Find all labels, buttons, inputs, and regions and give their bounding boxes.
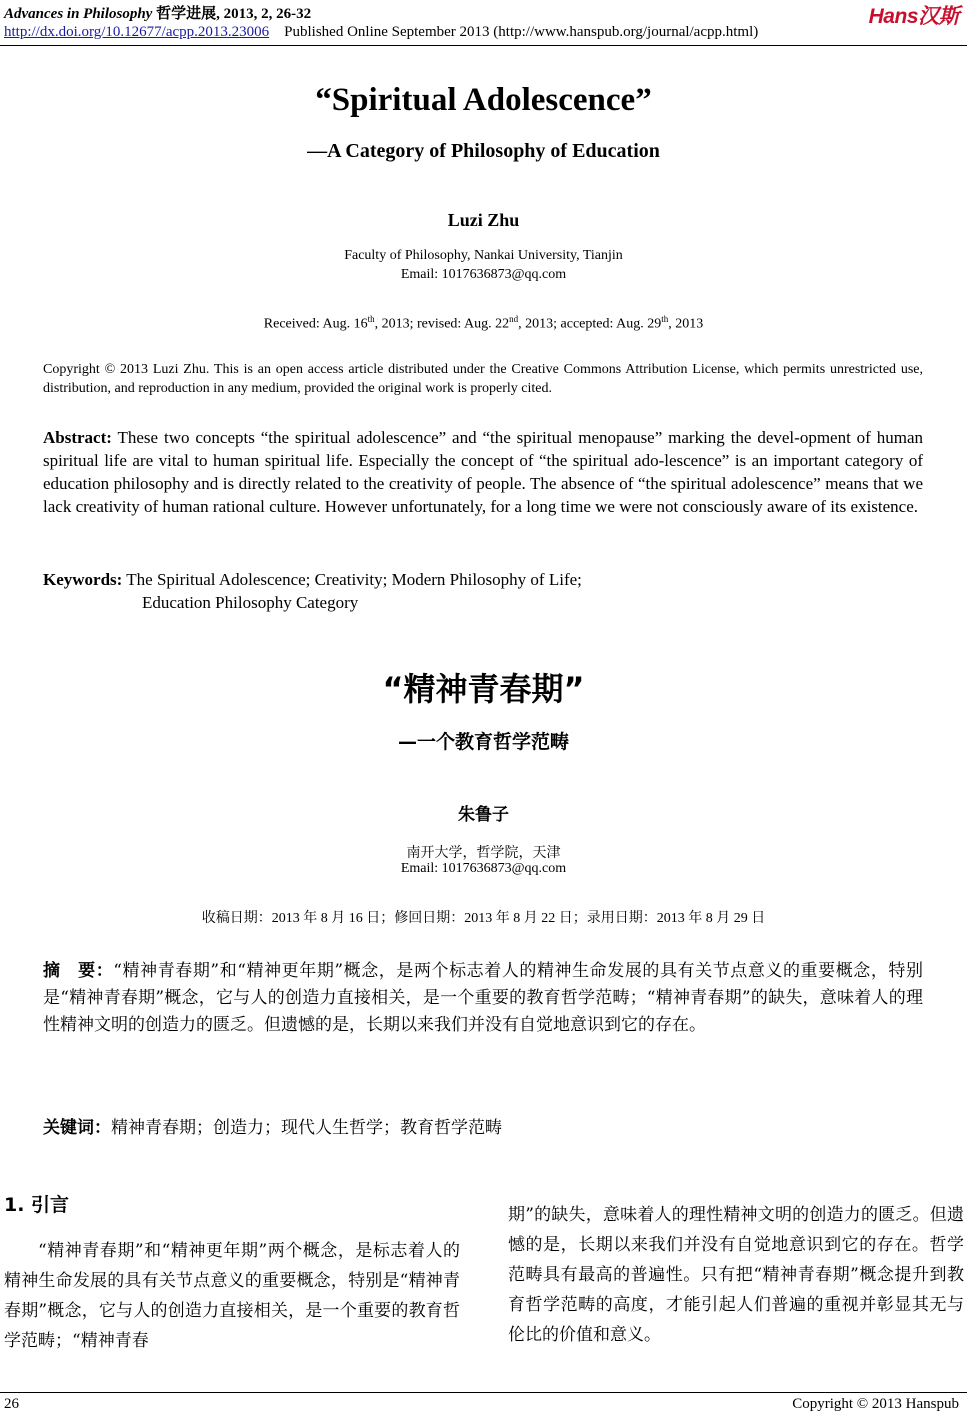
journal-name: Advances in Philosophy	[4, 6, 153, 22]
section-heading-intro: 1. 引言	[4, 1194, 70, 1216]
author-en: Luzi Zhu	[447, 210, 520, 230]
published-online: Published Online September 2013 (http://www.hanspub.org/journal/acpp.html)	[284, 24, 759, 40]
keywords-en	[43, 568, 923, 614]
footer-copyright: Copyright © 2013 Hanspub	[792, 1396, 959, 1412]
subtitle-zh: —一个教育哲学范畴	[397, 731, 569, 753]
keywords-zh	[43, 1113, 923, 1138]
body-column-left	[4, 1236, 460, 1356]
title-en: “Spiritual Adolescence”	[315, 82, 652, 118]
abstract-zh-text: “精神青春期”和“精神更年期”概念，是两个标志着人的精神生命发展的具有关节点意义的重要概念，特别是“精神青春期”概念，它与人的创造力直接相关，是一个重要的教育哲学范畴；“精神青春期”的缺失，意味着人的理性精神文明的创造力的匮乏。但遗憾的是，长期以来我们并没有自觉地意识到它的存在。	[43, 961, 924, 1035]
keywords-line2: Education Philosophy Category	[142, 593, 359, 612]
keywords-line1: The Spiritual Adolescence; Creativity; Modern Philosophy of Life;	[122, 570, 582, 589]
body-paragraph-continued: 期”的缺失，意味着人的理性精神文明的创造力的匮乏。但遗憾的是，长期以来我们并没有自觉地意识到它的存在。哲学范畴具有最高的普遍性。只有把“精神青春期”概念提升到教育哲学范畴的高度，才能引起人们普遍的重视并彰显其无与伦比的价值和意义。	[508, 1205, 964, 1345]
abstract-text: These two concepts “the spiritual adolescence” and “the spiritual menopause” marking the devel-opment of human spiritual life are vital to human spiritual life. Especially the concept of “the spiritual ado-lescence” is an important category of education philosophy and is directly related to the creativity of people. The absence of “the spiritual adolescence” means that we lack creativity of human rational culture. However unfortunately, for a long time we were not consciously aware of its existence.	[43, 428, 923, 516]
abstract-label: Abstract:	[43, 428, 112, 447]
email-en: Email: 1017636873@qq.com	[400, 267, 567, 282]
header-divider	[0, 45, 967, 46]
dates-zh: 收稿日期：2013 年 8 月 16 日；修回日期：2013 年 8 月 22 日；录用日期：2013 年 8 月 29 日	[201, 911, 766, 926]
title-zh: “精神青春期”	[382, 670, 585, 708]
affiliation-zh: 南开大学，哲学院，天津	[406, 846, 561, 861]
subtitle-en: —A Category of Philosophy of Education	[307, 140, 660, 162]
abstract-en	[43, 426, 923, 518]
journal-citation: , 2013, 2, 26-32	[216, 6, 312, 22]
page-number: 26	[4, 1396, 19, 1412]
body-column-right	[508, 1200, 964, 1350]
doi-link[interactable]: http://dx.doi.org/10.12677/acpp.2013.23006	[4, 24, 270, 40]
dates-en: Received: Aug. 16th, 2013; revised: Aug. 22nd, 2013; accepted: Aug. 29th, 2013	[263, 314, 704, 332]
copyright-notice: Copyright © 2013 Luzi Zhu. This is an open access article distributed under the Creative Commons Attribution License, which permits unrestricted use, distribution, and reproduction in any medium, provided the original work is properly cited.	[43, 362, 923, 396]
journal-name-zh: 哲学进展	[156, 6, 217, 22]
publication-info	[4, 24, 758, 41]
body-paragraph: “精神青春期”和“精神更年期”两个概念，是标志着人的精神生命发展的具有关节点意义的重要概念，特别是“精神青春期”概念，它与人的创造力直接相关，是一个重要的教育哲学范畴；“精神青春	[4, 1241, 460, 1351]
keywords-zh-text: 精神青春期；创造力；现代人生哲学；教育哲学范畴	[111, 1118, 502, 1138]
keywords-label: Keywords:	[43, 570, 123, 589]
affiliation-en: Faculty of Philosophy, Nankai University, Tianjin	[344, 248, 623, 263]
abstract-zh-label: 摘 要：	[43, 961, 114, 981]
footer-divider	[0, 1392, 967, 1393]
author-zh: 朱鲁子	[458, 805, 509, 825]
publisher-logo: Hans汉斯	[868, 5, 959, 28]
email-zh: Email: 1017636873@qq.com	[400, 861, 567, 876]
abstract-zh	[43, 958, 923, 1039]
keywords-zh-label: 关键词：	[43, 1118, 111, 1138]
journal-header	[4, 2, 311, 23]
